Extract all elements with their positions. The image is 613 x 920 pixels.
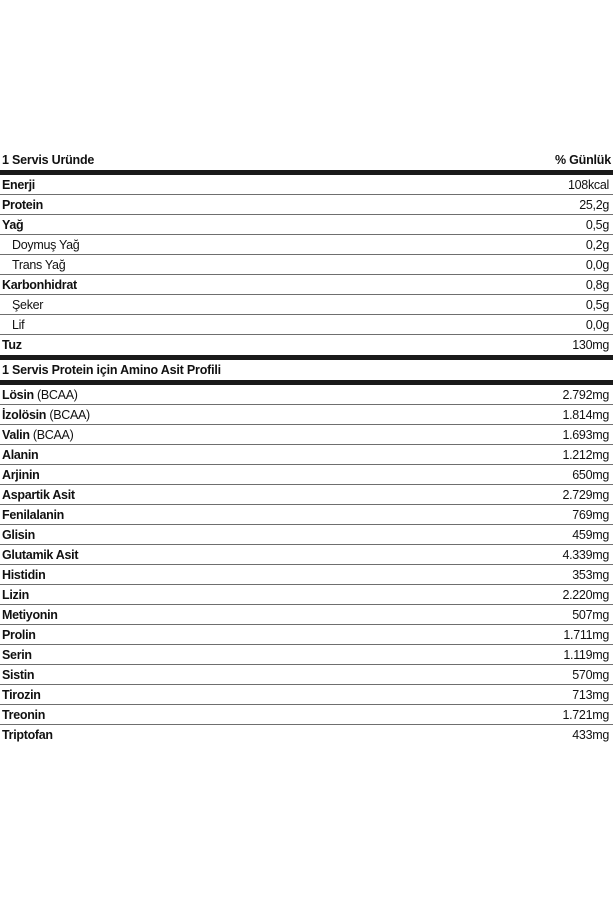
row-value: 130mg [572, 338, 609, 352]
row-value: 650mg [572, 467, 609, 482]
amino-acid-header: 1 Servis Protein için Amino Asit Profili [2, 363, 221, 377]
row-value: 2.220mg [562, 587, 609, 602]
table-row-phenylalanine [0, 505, 613, 525]
amino-name: İzolösin [2, 407, 47, 422]
serving-header: 1 Servis Uründe [2, 153, 95, 167]
row-label [0, 428, 73, 442]
bcaa-note: (BCAA) [49, 407, 90, 422]
table-row-histidine [0, 565, 613, 585]
row-value: 0,5g [585, 217, 609, 232]
row-label: Yağ [2, 217, 24, 232]
amino-rows [0, 385, 613, 745]
table-row-aspartic-acid [0, 485, 613, 505]
table-row-protein [0, 195, 613, 215]
row-label: Karbonhidrat [2, 277, 77, 292]
table-row-fat [0, 215, 613, 235]
row-label: Alanin [2, 447, 39, 462]
row-label: Sistin [2, 667, 35, 682]
table-row-threonine [0, 705, 613, 725]
row-value: 1.711mg [563, 627, 609, 642]
table-row-alanine [0, 445, 613, 465]
row-label: Aspartik Asit [2, 487, 75, 502]
row-value: 2.729mg [562, 487, 609, 502]
row-value: 0,2g [585, 237, 609, 252]
table-row-sugar [0, 295, 613, 315]
row-label: Protein [2, 197, 43, 212]
row-label: Fenilalanin [2, 507, 64, 522]
row-value: 0,0g [585, 257, 609, 272]
table-row-methionine [0, 605, 613, 625]
row-label: Treonin [2, 707, 46, 722]
table-row-tyrosine [0, 685, 613, 705]
row-label: Tuz [2, 338, 22, 352]
row-value: 570mg [572, 667, 609, 682]
row-label [0, 388, 78, 402]
table-row-isoleucine [0, 405, 613, 425]
row-value: 25,2g [579, 197, 609, 212]
table-row-saturated-fat [0, 235, 613, 255]
nutrition-table [0, 150, 613, 745]
table-row-trans-fat [0, 255, 613, 275]
row-value: 713mg [572, 687, 609, 702]
row-label: Lif [12, 317, 25, 332]
row-label: Glisin [2, 527, 35, 542]
table-row-tryptophan [0, 725, 613, 745]
bcaa-note: (BCAA) [32, 427, 74, 442]
row-value: 1.693mg [562, 427, 609, 442]
table-row-arginine [0, 465, 613, 485]
table-row-valine [0, 425, 613, 445]
row-value: 108kcal [568, 177, 609, 192]
row-label: Enerji [2, 177, 35, 192]
row-value: 0,8g [585, 277, 609, 292]
row-value: 507mg [572, 607, 609, 622]
amino-name: Lösin [2, 387, 34, 402]
row-label: Şeker [12, 297, 44, 312]
amino-name: Valin [2, 427, 30, 442]
row-value: 433mg [572, 728, 609, 742]
table-row-carbohydrate [0, 275, 613, 295]
table-row-leucine [0, 385, 613, 405]
row-label: Metiyonin [2, 607, 58, 622]
table-row-fiber [0, 315, 613, 335]
nutrition-header [0, 150, 613, 170]
bcaa-note: (BCAA) [37, 387, 78, 402]
table-row-lysine [0, 585, 613, 605]
row-value: 1.212mg [562, 447, 609, 462]
row-label: Doymuş Yağ [12, 237, 80, 252]
row-label: Glutamik Asit [2, 547, 79, 562]
table-row-energy [0, 175, 613, 195]
row-label: Triptofan [2, 728, 53, 742]
row-label: Prolin [2, 627, 36, 642]
row-value: 4.339mg [562, 547, 609, 562]
nutrition-rows [0, 175, 613, 355]
row-value: 0,0g [585, 317, 609, 332]
row-label [0, 408, 90, 422]
table-row-serine [0, 645, 613, 665]
table-row-glycine [0, 525, 613, 545]
row-value: 1.119mg [563, 647, 609, 662]
row-value: 459mg [572, 527, 609, 542]
daily-percent-header: % Günlük [554, 153, 611, 167]
row-label: Trans Yağ [12, 257, 66, 272]
row-label: Lizin [2, 587, 29, 602]
row-value: 2.792mg [562, 387, 609, 402]
row-value: 0,5g [585, 297, 609, 312]
row-value: 1.721mg [562, 707, 609, 722]
row-label: Serin [2, 647, 32, 662]
row-label: Histidin [2, 567, 46, 582]
row-label: Arjinin [2, 467, 40, 482]
row-value: 1.814mg [562, 407, 609, 422]
table-row-proline [0, 625, 613, 645]
row-value: 353mg [572, 567, 609, 582]
row-label: Tirozin [2, 687, 41, 702]
table-row-glutamic-acid [0, 545, 613, 565]
row-value: 769mg [572, 507, 609, 522]
table-row-cystine [0, 665, 613, 685]
table-row-salt [0, 335, 613, 355]
